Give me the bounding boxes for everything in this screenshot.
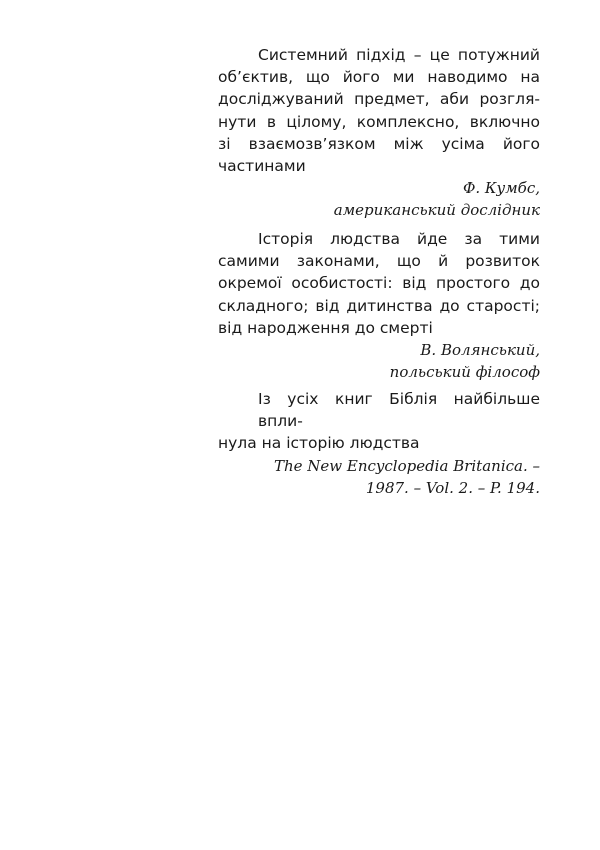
attribution-role: польський філософ	[389, 363, 540, 382]
attribution-role: американський дослідник	[333, 201, 540, 220]
epigraph-3	[218, 388, 540, 499]
quote-line: досліджуваний предмет, аби розгля-	[218, 90, 540, 109]
quote-line: зі взаємозв’язком між усіма його	[218, 134, 540, 153]
quote-line: окремої особистості: від простого до	[218, 274, 540, 293]
attribution-source: The New Encyclopedia Britanica. –	[273, 456, 540, 475]
attribution-author: Ф. Кумбс,	[462, 179, 540, 198]
quote-line: від народження до смерті	[218, 318, 433, 337]
quote-line: Системний підхід – це потужний	[258, 46, 540, 64]
epigraph-1	[218, 44, 540, 222]
quote-line: нути в цілому, комплексно, включно	[218, 112, 540, 131]
quote-line: об’єктив, що його ми наводимо на	[218, 68, 540, 87]
quote-line: Із усіх книг Біблія найбільше впли-	[258, 390, 540, 431]
attribution-details: 1987. – Vol. 2. – P. 194.	[365, 478, 540, 497]
quote-line: складного; від дитинства до старості;	[218, 296, 540, 315]
quote-line: нула на історію людства	[218, 434, 420, 453]
attribution-author: В. Волянський,	[420, 341, 540, 360]
epigraph-2	[218, 228, 540, 383]
quote-line: самими законами, що й розвиток	[218, 252, 540, 271]
quote-line: частинами	[218, 157, 306, 176]
quote-line: Історія людства йде за тими	[258, 230, 540, 248]
